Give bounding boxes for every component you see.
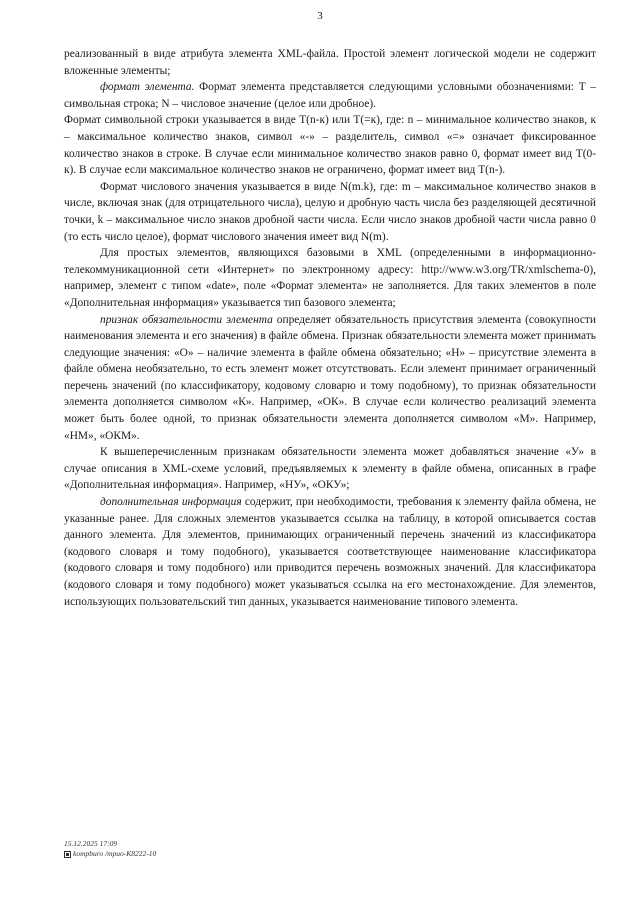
- footer-source-row: [64, 849, 156, 859]
- footer-timestamp: 15.12.2025 17:09: [64, 839, 118, 848]
- paragraph-simple-elements: Для простых элементов, являющихся базовыми в XML (определенными в информационно-телекоммуникационной сети «Интернет» по электронному адресу: http://www.w3.org/TR/xmlschema-0), например, элемент с типом «date», поле «Формат элемента» не заполняется. Для таких элементов в поле «Дополнительная информация» указывается тип базового элемента;: [64, 247, 596, 309]
- paragraph-number-format: Формат числового значения указывается в виде N(m.k), где: m – максимальное количество знаков в числе, включая знак (для отрицательного числа), целую и дробную часть числа без разделяющей десятичной точки, k – максимальное число знаков дробной части числа. Если число знаков дробной части числа равно 0 (то есть число целое), формат числового значения имеет вид N(m).: [64, 180, 596, 243]
- paragraph-string-format: Формат символьной строки указывается в виде T(n-к) или T(=к), где: n – минимальное количество знаков, к – максимальное количество знаков, символ «-» – разделитель, символ «=» означает фиксированное количество знаков в строке. В случае если минимальное количество знаков равно 0, формат имеет вид T(0-к). В случае если максимальное количество знаков не ограничено, формат имеет вид T(n-).: [64, 114, 596, 177]
- document-icon: [64, 851, 71, 858]
- term-format: формат элемента.: [100, 81, 195, 94]
- document-body: [64, 46, 596, 610]
- page-number: 3: [317, 10, 323, 22]
- term-additional-info: дополнительная информация: [100, 496, 242, 509]
- paragraph-1: реализованный в виде атрибута элемента XML-файла. Простой элемент логической модели не содержит вложенные элементы;: [64, 48, 596, 77]
- footer-source: kompburo /mpuo-K8222-10: [73, 849, 157, 858]
- term-obligation: признак обязательности элемента: [100, 313, 273, 326]
- footer-stamp: [64, 839, 156, 859]
- paragraph-obligation-extra: К вышеперечисленным признакам обязательности элемента может добавляться значение «У» в случае описания в XML-схеме условий, предъявляемых к элементу в файле обмена, описанных в графе «Дополнительная информация». Например, «НУ», «ОКУ»;: [64, 446, 596, 492]
- paragraph-obligation: признак обязательности элемента определяет обязательность присутствия элемента (совокупности наименования элемента и его значения) в файле обмена. Признак обязательности элемента может принимать следующие значения: «О» – наличие элемента в файле обмена обязательно; «Н» – присутствие элемента в файле обмена необязательно, то есть элемент может отсутствовать. Если элемент принимает ограниченный перечень значений (по классификатору, кодовому словарю и тому подобному), то признак обязательности элемента дополняется символом «К». Например, «ОК». В случае если количество реализаций элемента может быть более одной, то признак обязательности элемента дополняется символом «М». Например, «НМ», «ОКМ».: [64, 313, 597, 442]
- paragraph-format-element: формат элемента. Формат элемента представляется следующими условными обозначениями: T – символьная строка; N – числовое значение (целое или дробное).: [64, 81, 596, 110]
- paragraph-additional-info: дополнительная информация содержит, при необходимости, требования к элементу файла обмена, не указанные ранее. Для сложных элементов указывается ссылка на таблицу, в которой описывается состав данного элемента. Для элементов, принимающих ограниченный перечень значений из классификатора (кодового словаря и тому подобного), указывается соответствующее наименование классификатора (кодового словаря и тому подобного) или приводится перечень возможных значений. Для классификатора (кодового словаря и тому подобного) может указываться ссылка на его местонахождение. Для элементов, использующих пользовательский тип данных, указывается наименование типового элемента.: [64, 496, 596, 608]
